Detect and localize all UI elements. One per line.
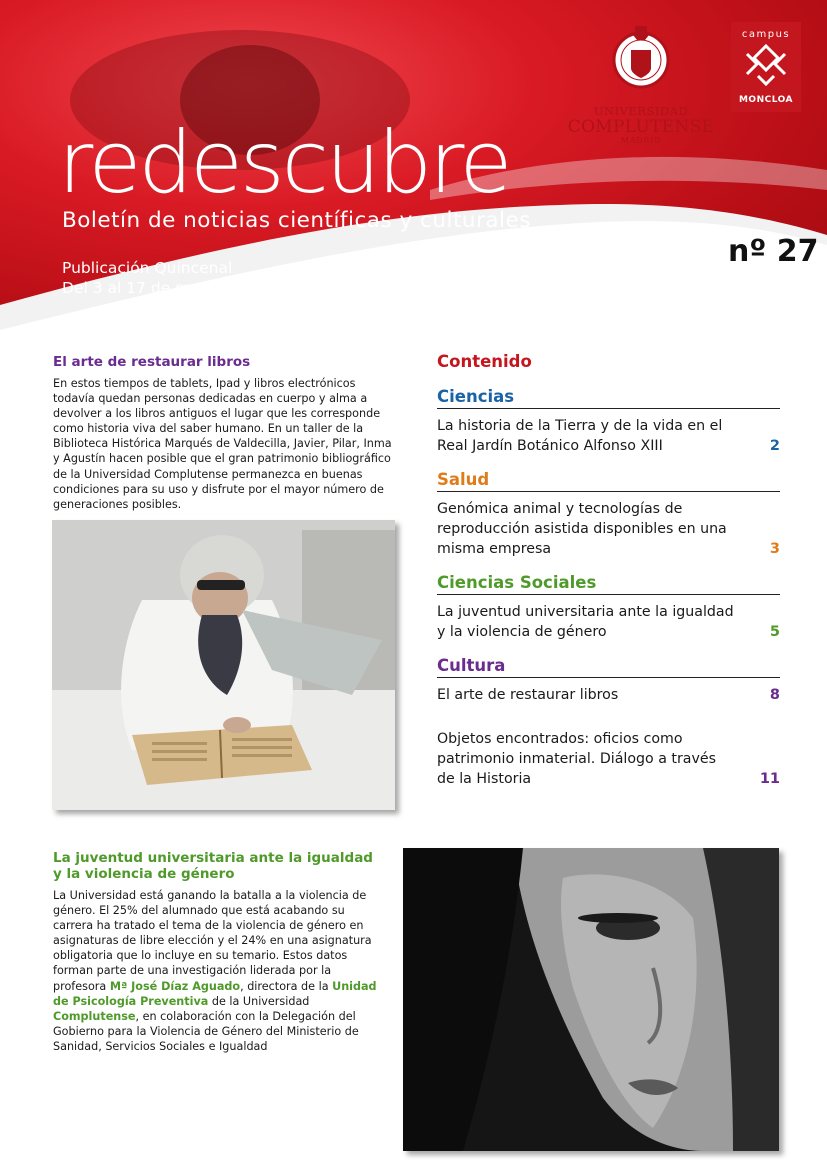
toc-entry[interactable] (437, 602, 780, 642)
body-text: de la Universidad (208, 994, 310, 1008)
toc-title: Contenido (437, 352, 532, 371)
publication-info (62, 258, 292, 298)
toc-entry[interactable] (437, 729, 780, 789)
toc-entry-title: Genómica animal y tecnologías de reproducción asistida disponibles en una misma empresa (437, 501, 727, 557)
toc-entry[interactable] (437, 499, 780, 559)
toc-entry-title: La juventud universitaria ante la igualdad y la violencia de género (437, 604, 734, 640)
toc-entry-page: 3 (769, 541, 780, 557)
ucm-line1: UNIVERSIDAD (593, 104, 689, 118)
toc-entry[interactable] (437, 416, 780, 456)
article-restaurar-libros (53, 354, 397, 512)
campus-label: campus (741, 29, 791, 40)
woman-portrait-photo (403, 848, 779, 1151)
moncloa-label: MONCLOA (738, 95, 794, 105)
publication-frequency: Publicación Quincenal (62, 259, 233, 277)
toc-section-salud: Salud (437, 470, 780, 492)
book-restoration-photo (52, 520, 395, 810)
toc-entry-title: Objetos encontrados: oficios como patrimonio inmaterial. Diálogo a través de la Historia (437, 731, 717, 787)
campus-emblem-icon (741, 42, 791, 86)
brand-tagline: Boletín de noticias científicas y culturales (62, 208, 531, 233)
article-juventud-igualdad (53, 850, 380, 1054)
toc-entry-page: 2 (769, 438, 780, 454)
highlight-unit: Unidad de Psicología Preventiva (53, 979, 377, 1008)
toc-entry[interactable] (437, 685, 780, 705)
body-text: La Universidad está ganando la batalla a la violencia de género. El 25% del alumnado que está acabando su carrera ha tratado el tema de la violencia de género en asignaturas de libre elección y el 24% en una asignatura obligatoria que lo incluye en su temario. Estos datos forman parte de una investigación liderada por la profesora (53, 889, 372, 993)
toc-entry-page: 5 (769, 624, 780, 640)
publication-dates: Del 3 al 17 de marzo de 2014 (62, 279, 293, 297)
toc-section-ciencias: Ciencias (437, 387, 780, 409)
article-title: La juventud universitaria ante la igualdad y la violencia de género (53, 850, 373, 882)
campus-moncloa-logo[interactable] (731, 22, 801, 112)
toc-section-ciencias-sociales: Ciencias Sociales (437, 573, 780, 595)
body-text: , en colaboración con la Delegación del Gobierno para la Violencia de Género del Ministerio de Sanidad, Servicios Sociales e Igualdad (53, 1009, 359, 1053)
highlight-university: Complutense (53, 1009, 136, 1023)
toc-entry-page: 11 (759, 771, 780, 787)
toc-entry-title: El arte de restaurar libros (437, 687, 619, 703)
ucm-line3: MADRID (620, 136, 662, 145)
ucm-logo[interactable] (566, 20, 716, 145)
issue-number: nº 27 (728, 234, 819, 269)
table-of-contents (437, 352, 780, 803)
brand-title: redescubre (58, 113, 510, 213)
body-text: , directora de la (240, 979, 333, 993)
ucm-line2: COMPLUTENSE (567, 117, 715, 137)
toc-entry-page: 8 (769, 687, 780, 703)
article-body (53, 888, 380, 1054)
highlight-researcher: Mª José Díaz Aguado (109, 979, 241, 993)
ucm-crest-icon (611, 20, 671, 98)
toc-section-cultura: Cultura (437, 656, 780, 678)
article-title: El arte de restaurar libros (53, 354, 251, 370)
toc-entry-title: La historia de la Tierra y de la vida en el Real Jardín Botánico Alfonso XIII (437, 418, 723, 454)
masthead (0, 0, 827, 335)
article-body: En estos tiempos de tablets, Ipad y libros electrónicos todavía quedan personas dedicadas en cuerpo y alma a devolver a los libros antiguos el lugar que les corresponde como historia viva del saber humano. En un taller de la Biblioteca Histórica Marqués de Valdecilla, Javier, Pilar, Inma y Agustín hacen posible que el gran patrimonio bibliográfico de la Universidad Complutense permanezca en buenas condiciones para su uso y disfrute por el mayor número de generaciones posibles. (53, 377, 392, 511)
